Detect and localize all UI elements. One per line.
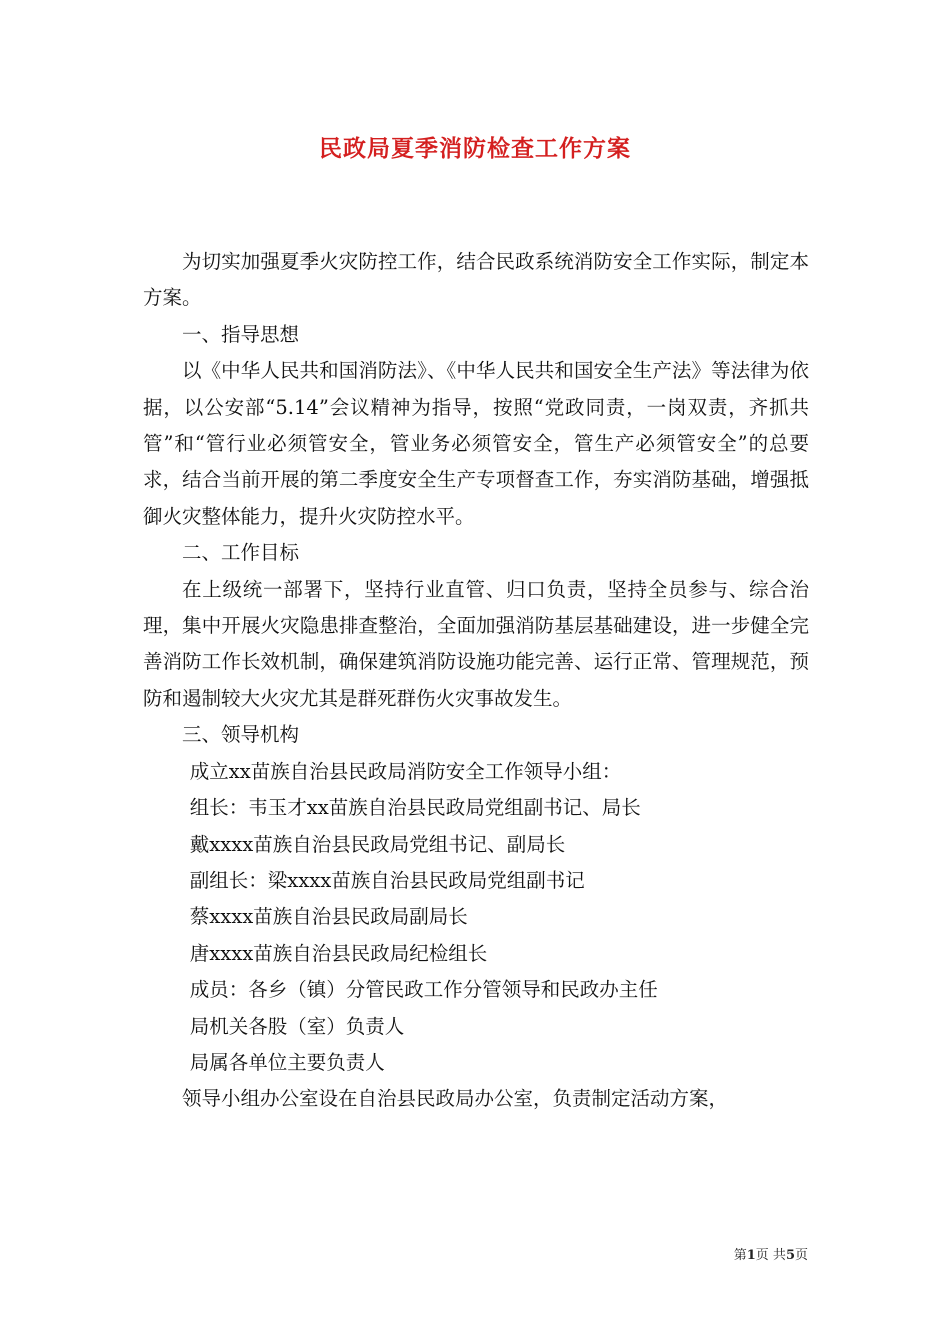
footer-total-pages: 5 [785,1248,795,1263]
section-heading-guiding-thought: 一、指导思想 [182,322,300,346]
office-paragraph: 领导小组办公室设在自治县民政局办公室，负责制定活动方案， [182,1087,729,1111]
leadership-line: 成立xx苗族自治县民政局消防安全工作领导小组： [189,759,622,783]
footer-middle: 页 共 [755,1248,786,1263]
leadership-line: 唐xxxx苗族自治县民政局纪检组长 [189,941,488,965]
section-heading-leadership: 三、领导机构 [182,723,300,747]
leadership-line: 局机关各股（室）负责人 [189,1014,405,1038]
document-title: 民政局夏季消防检查工作方案 [319,135,631,162]
guiding-thought-paragraph: 以《中华人民共和国消防法》、《中华人民共和国安全生产法》等法律为依据，以公安部“5.14”会议精神为指导，按照“党政同责，一岗双责，齐抓共管”和“管行业必须管安全，管业务必须管安全，管生产必须管安全”的总要求，结合当前开展的第二季度安全生产专项督查工作，夯实消防基础，增强抵御火灾整体能力，提升火灾防控水平。 [143,359,809,528]
leadership-line: 成员：各乡（镇）分管民政工作分管领导和民政办主任 [189,978,658,1002]
intro-paragraph: 为切实加强夏季火灾防控工作，结合民政系统消防安全工作实际，制定本方案。 [143,250,809,310]
work-goal-paragraph: 在上级统一部署下，坚持行业直管、归口负责，坚持全员参与、综合治理，集中开展火灾隐患排查整治，全面加强消防基层基础建设，进一步健全完善消防工作长效机制，确保建筑消防设施功能完善、运行正常、管理规范，预防和遏制较大火灾尤其是群死群伤火灾事故发生。 [143,577,809,710]
footer-page-number: 1 [746,1248,756,1263]
section-heading-work-goal: 二、工作目标 [182,541,300,565]
footer-suffix: 页 [794,1248,808,1263]
leadership-line: 组长：韦玉才xx苗族自治县民政局党组副书记、局长 [189,796,641,820]
leadership-line: 副组长：梁xxxx苗族自治县民政局党组副书记 [189,868,585,892]
page-footer [0,1247,808,1265]
leadership-line: 戴xxxx苗族自治县民政局党组书记、副局长 [189,832,566,856]
footer-prefix: 第 [733,1248,747,1263]
leadership-line: 蔡xxxx苗族自治县民政局副局长 [189,905,468,929]
document-body [143,244,809,1118]
leadership-line: 局属各单位主要负责人 [189,1050,385,1074]
